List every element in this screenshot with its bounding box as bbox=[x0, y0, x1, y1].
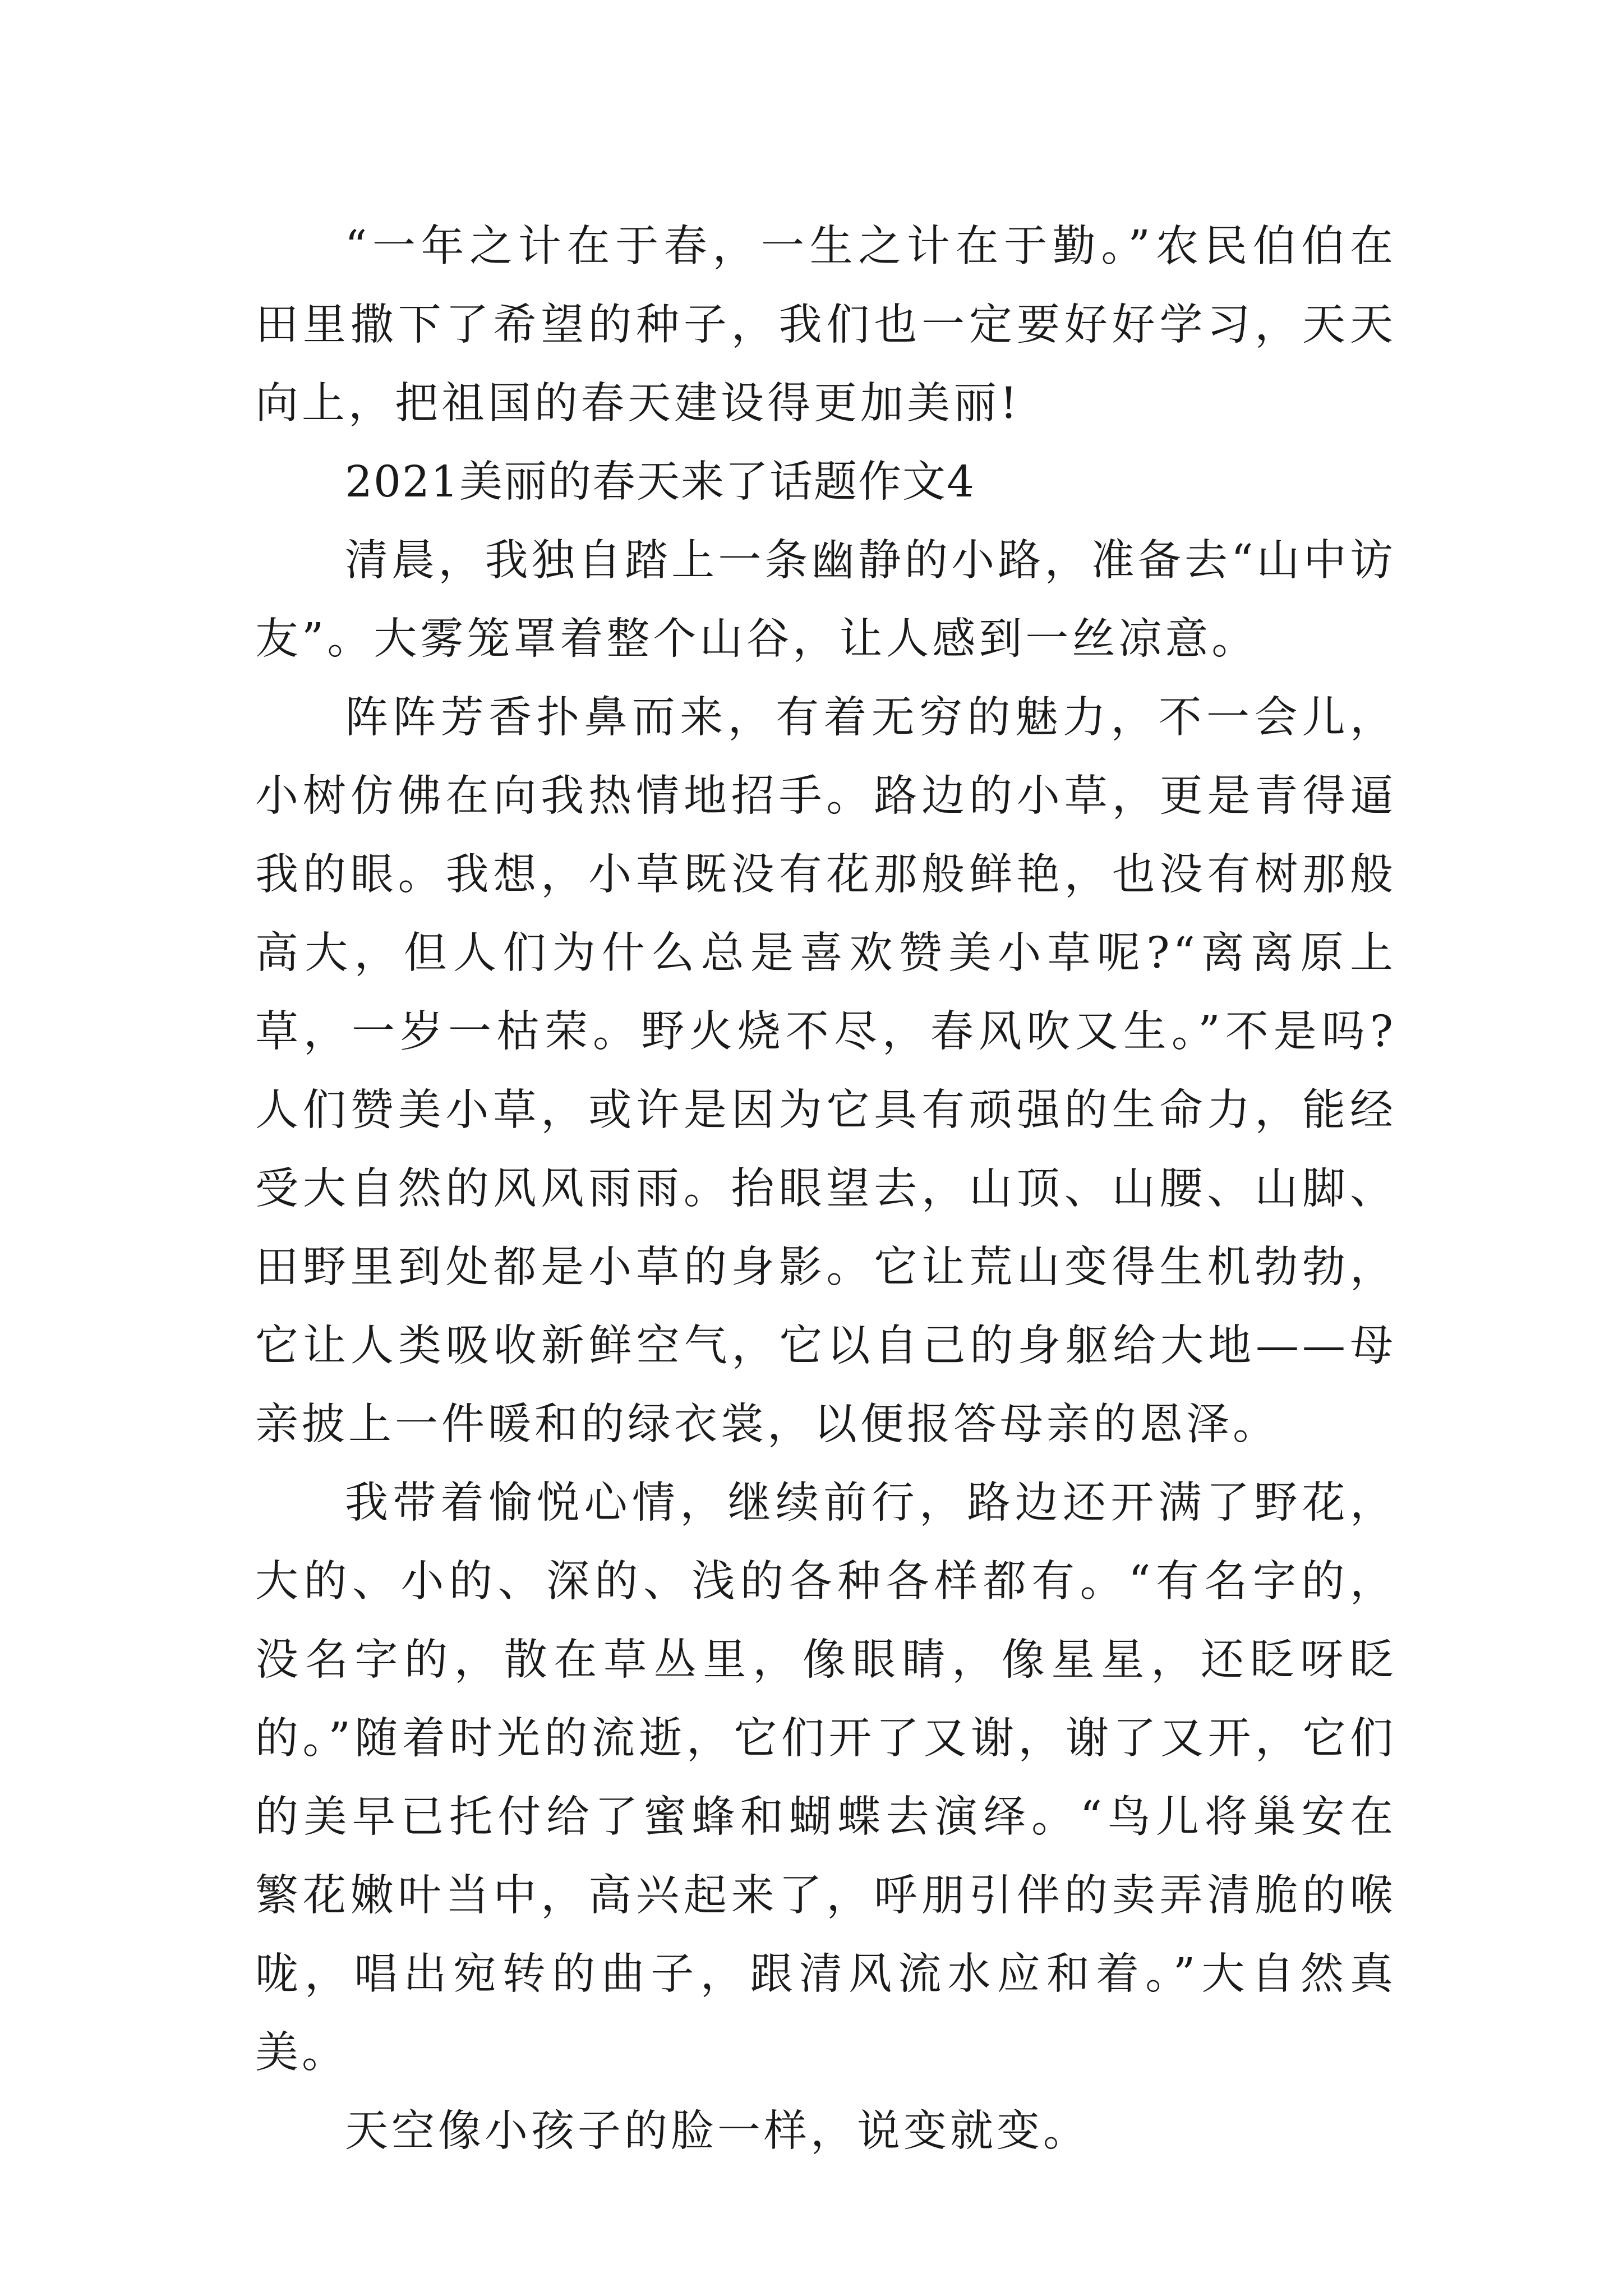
essay-heading: 2021美丽的春天来了话题作文4 bbox=[345, 457, 975, 507]
paragraph-sky: 天空像小孩子的脸一样，说变就变。 bbox=[345, 2106, 1090, 2156]
document-body bbox=[255, 208, 1396, 2171]
paragraph-grass: 阵阵芳香扑鼻而来，有着无穷的魅力，不一会儿，小树仿佛在向我热情地招手。路边的小草，更是青得逼我的眼。我想，小草既没有花那般鲜艳，也没有树那般高大，但人们为什么总是喜欢赞美小草呢?“离离原上草，一岁一枯荣。野火烧不尽，春风吹又生。”不是吗?人们赞美小草，或许是因为它具有顽强的生命力，能经受大自然的风风雨雨。抬眼望去，山顶、山腰、山脚、田野里到处都是小草的身影。它让荒山变得生机勃勃，它让人类吸收新鲜空气，它以自己的身躯给大地——母亲披上一件暖和的绿衣裳，以便报答母亲的恩泽。 bbox=[255, 693, 1396, 1450]
paragraph-closing-quote: “一年之计在于春，一生之计在于勤。”农民伯伯在田里撒下了希望的种子，我们也一定要好好学习，天天向上，把祖国的春天建设得更加美丽! bbox=[255, 222, 1396, 429]
paragraph-morning-walk: 清晨，我独自踏上一条幽静的小路，准备去“山中访友”。大雾笼罩着整个山谷，让人感到一丝凉意。 bbox=[255, 536, 1396, 664]
paragraph-wildflowers: 我带着愉悦心情，继续前行，路边还开满了野花，大的、小的、深的、浅的各种各样都有。“有名字的，没名字的，散在草丛里，像眼睛，像星星，还眨呀眨的。”随着时光的流逝，它们开了又谢，谢了又开，它们的美早已托付给了蜜蜂和蝴蝶去演绎。“鸟儿将巢安在繁花嫩叶当中，高兴起来了，呼朋引伴的卖弄清脆的喉咙，唱出宛转的曲子，跟清风流水应和着。”大自然真美。 bbox=[255, 1478, 1396, 2078]
